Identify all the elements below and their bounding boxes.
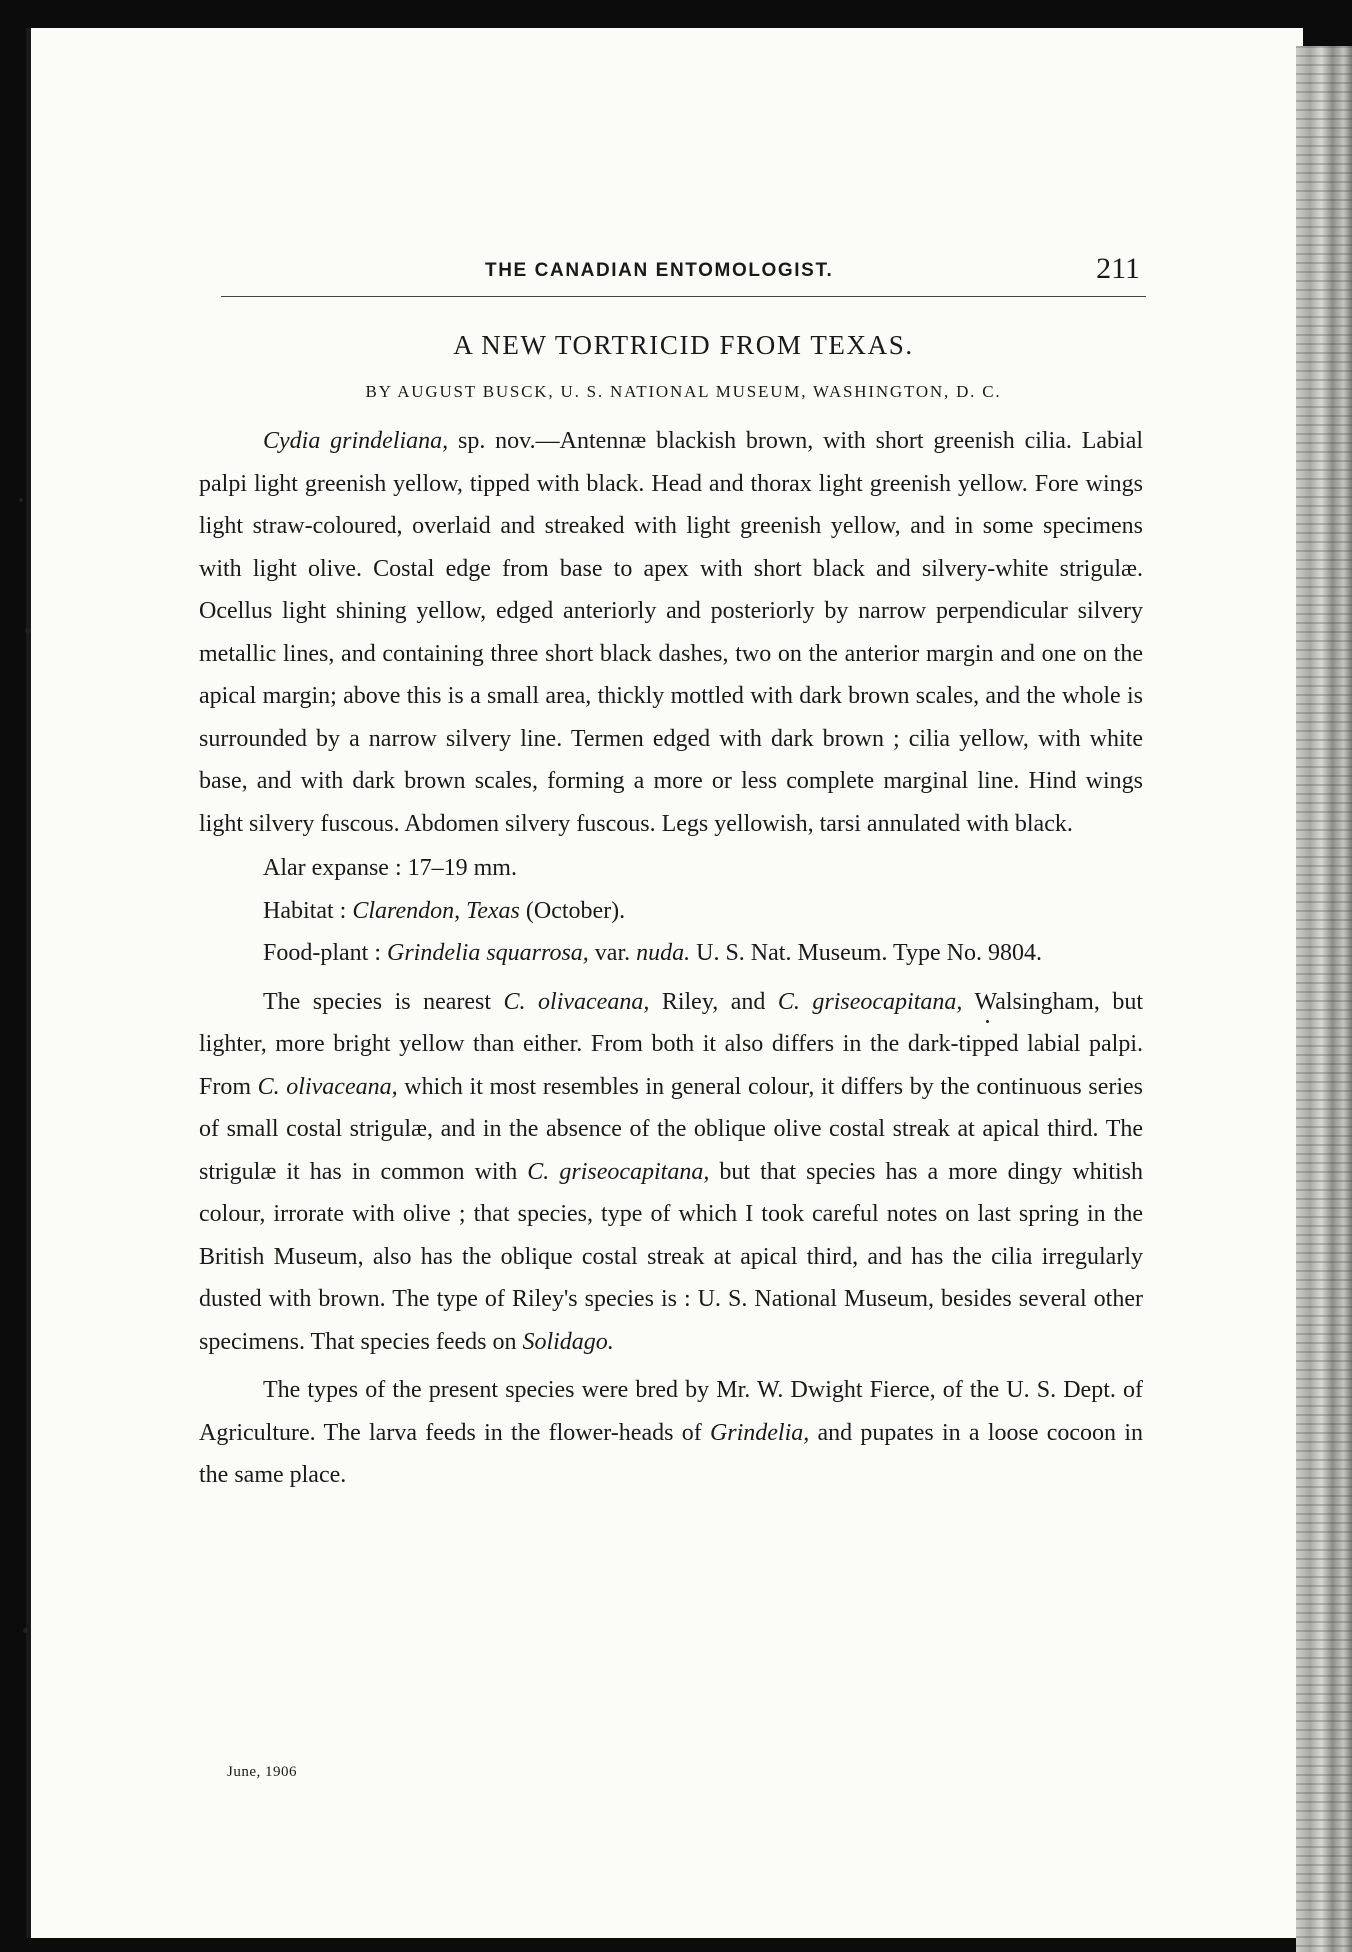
habitat-suffix: (October). <box>519 897 626 924</box>
comparison-text: which it most resembles in general colour, it differs by the continuous series of small costal strigulæ, and in the absence of the oblique olive costal streak at apical third. The strigulæ it has in common with <box>199 1073 1143 1185</box>
species-ref: C. olivaceana, <box>503 988 650 1015</box>
food-plant <box>199 932 1143 975</box>
habitat <box>199 890 1143 933</box>
food-plant-var-label: var. <box>588 940 637 966</box>
book-page-edges <box>1296 46 1352 1952</box>
page-mark <box>19 498 23 502</box>
species-ref: Solidago. <box>522 1328 614 1355</box>
habitat-label: Habitat : <box>263 897 353 924</box>
comparison-text: Walsingham, but lighter, more bright yellow than either. From both it also differs in the dark-tipped labial palpi. From <box>199 988 1143 1100</box>
comparison-text: but that species has a more dingy whitish colour, irrorate with olive ; that species, type of which I took careful notes on last spring in the British Museum, also has the oblique costal streak at apical third, and has the cilia irregularly dusted with brown. The type of Riley's species is : U. S. National Museum, besides several other specimens. That species feeds on <box>199 1158 1143 1355</box>
page-mark <box>23 1628 28 1633</box>
species-ref: C. griseocapitana, <box>527 1158 710 1185</box>
species-ref: C. griseocapitana, <box>777 988 963 1015</box>
food-plant-label: Food-plant : <box>263 940 387 966</box>
types-text: and pupates in a loose cocoon in the same place. <box>199 1419 1143 1488</box>
running-head <box>221 252 1146 297</box>
description-paragraph <box>199 420 1143 845</box>
food-plant-suffix: U. S. Nat. Museum. Type No. 9804. <box>690 940 1042 966</box>
comparison-text: Riley, and <box>649 988 778 1015</box>
species-name: Cydia grindeliana, <box>263 428 449 454</box>
comparison-paragraph <box>199 981 1143 1364</box>
journal-title: THE CANADIAN ENTOMOLOGIST. <box>485 260 834 281</box>
description-text: sp. nov.—Antennæ blackish brown, with short greenish cilia. Labial palpi light greenish yellow, tipped with black. Head and thorax light greenish yellow. Fore wings light straw-coloured, overlaid and streaked with light greenish yellow, and in some specimens with light olive. Costal edge from base to apex with short black and silvery-white strigulæ. Ocellus light shining yellow, edged anteriorly and posteriorly by narrow perpendicular silvery metallic lines, and containing three short black dashes, two on the anterior margin and one on the apical margin; above this is a small area, thickly mottled with dark brown scales, and the whole is surrounded by a narrow silvery line. Termen edged with dark brown ; cilia yellow, with white base, and with dark brown scales, forming a more or less complete marginal line. Hind wings light silvery fuscous. Abdomen silvery fuscous. Legs yellowish, tarsi annulated with black. <box>199 428 1144 837</box>
book-page <box>26 28 1303 1938</box>
types-text: The types of the present species were bred by Mr. W. Dwight Fierce, of the U. S. Dept. of Agriculture. The larva feeds in the flower-heads of <box>199 1377 1143 1446</box>
page-mark <box>25 628 30 633</box>
habitat-place: Clarendon, Texas <box>352 897 520 924</box>
food-plant-variety: nuda. <box>636 940 691 966</box>
article-title: A NEW TORTRICID FROM TEXAS. <box>453 330 914 360</box>
article-body <box>199 420 1143 1497</box>
byline: BY AUGUST BUSCK, U. S. NATIONAL MUSEUM, WASHINGTON, D. C. <box>365 382 1002 401</box>
food-plant-name: Grindelia squarrosa, <box>387 940 589 966</box>
date-note: June, 1906 <box>227 1764 297 1780</box>
alar-expanse: Alar expanse : 17–19 mm. <box>263 855 517 881</box>
comparison-text: The species is nearest <box>263 988 504 1015</box>
species-ref: C. olivaceana, <box>257 1073 398 1100</box>
genus-ref: Grindelia, <box>709 1419 810 1446</box>
types-paragraph <box>199 1369 1143 1497</box>
page-number: 211 <box>1096 252 1140 285</box>
